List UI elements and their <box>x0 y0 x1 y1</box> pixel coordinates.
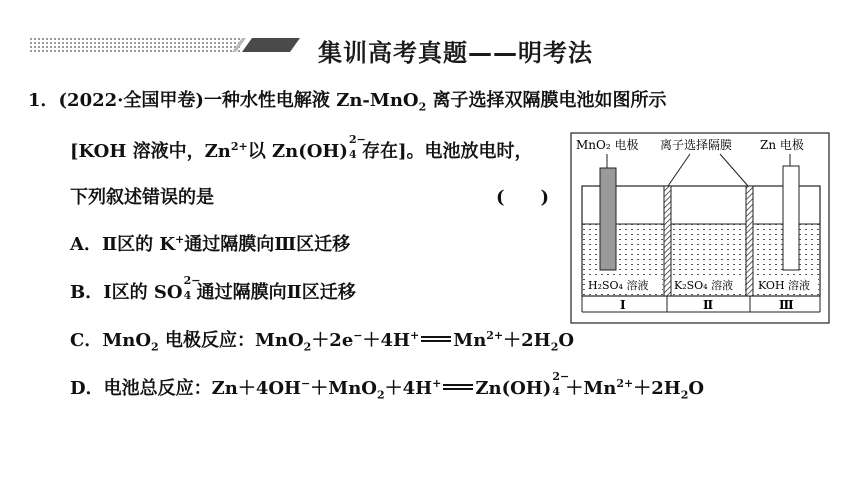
header-decoration <box>30 34 305 56</box>
mno2-electrode <box>600 168 616 270</box>
question-line-1: 1．(2022·全国甲卷)一种水性电解液 Zn-MnO$_2$ 离子选择双隔膜电池如图所示 <box>28 90 667 114</box>
option-c[interactable]: C．MnO$_2$ 电极反应：MnO$_2$＋2e−＋4H+ $Mn^{2+}+2H_2O$ <box>70 329 575 354</box>
zone-2-label: Ⅱ <box>703 298 714 312</box>
equals-sign <box>443 384 473 390</box>
zn-electrode-label: Zn 电极 <box>760 138 804 152</box>
mno2-electrode-label: MnO₂ 电极 <box>576 138 639 152</box>
membrane-left <box>664 186 671 296</box>
question-number: 1． <box>28 90 59 111</box>
question-line-2: [KOH 溶液中，$Zn^{2+}$以 Zn(OH) 2− 4 存在]。电池放电时， <box>70 133 533 162</box>
equals-sign <box>421 336 451 342</box>
option-b[interactable]: B．Ⅰ区的 SO 2− 4 通过隔膜向Ⅱ区迁移 <box>70 274 356 303</box>
option-d[interactable]: D．电池总反应：Zn＋4OH−＋MnO$_2$＋4H+ Zn(OH) 2− 4 $+Mn^{2+}+2H_2O$ <box>70 370 705 402</box>
answer-paren: ( ) <box>496 187 550 208</box>
membrane-right <box>746 186 753 296</box>
question-line-3: 下列叙述错误的是 <box>70 187 214 208</box>
membrane-label: 离子选择隔膜 <box>660 138 733 152</box>
k2so4-label: K₂SO₄ 溶液 <box>674 279 734 292</box>
zone-3-label: Ⅲ <box>779 298 794 312</box>
page-title: 集训高考真题——明考法 <box>318 39 593 67</box>
zone-1-label: Ⅰ <box>620 298 626 312</box>
koh-label: KOH 溶液 <box>758 279 811 292</box>
h2so4-label: H₂SO₄ 溶液 <box>588 279 649 292</box>
option-a[interactable]: A．Ⅱ区的 K+通过隔膜向Ⅲ区迁移 <box>70 233 351 255</box>
question-source: (2022·全国甲卷) <box>58 90 204 111</box>
zn-electrode <box>783 166 799 270</box>
battery-diagram <box>570 132 830 324</box>
